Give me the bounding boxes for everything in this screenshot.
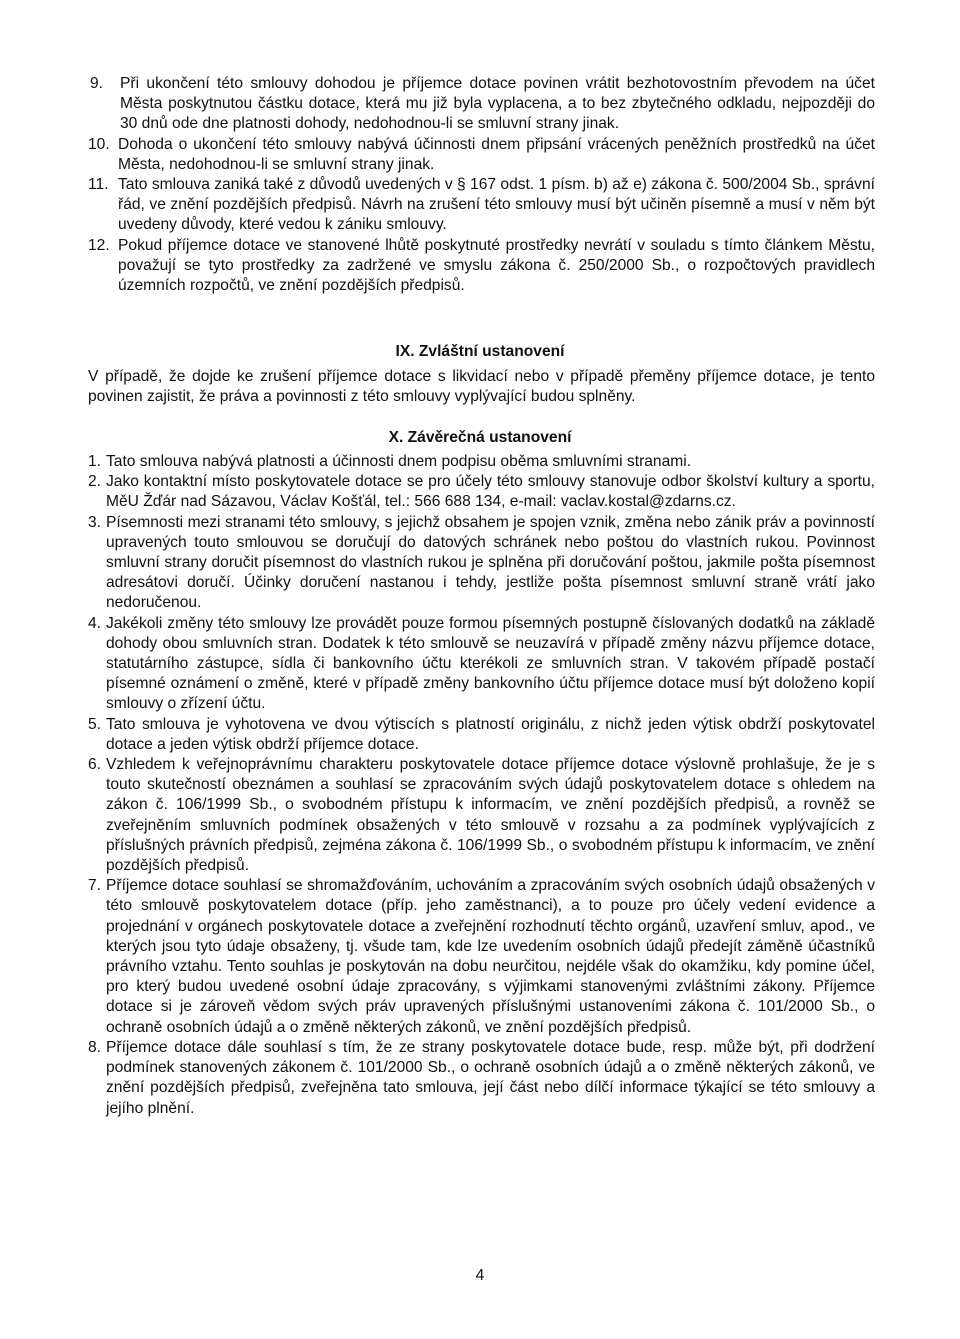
- clause-10: [88, 135, 875, 175]
- clause-number: 12.: [88, 236, 110, 254]
- final-clause-5: [88, 715, 875, 755]
- final-clause-7: [88, 876, 875, 1038]
- clause-text: Tato smlouva zaniká také z důvodů uvedených v § 167 odst. 1 písm. b) až e) zákona č. 500/2004 Sb., správní řád, ve znění pozdějších předpisů. Návrh na zrušení této smlouvy musí být učiněn písemně a musí v něm být uvedeny důvody, které vedou k zániku smlouvy.: [118, 176, 875, 234]
- final-clause-2: [88, 472, 875, 512]
- clause-text: Při ukončení této smlouvy dohodou je příjemce dotace povinen vrátit bezhotovostním převodem na účet Města poskytnutou částku dotace, která mu již byla vyplacena, a to bez zbytečného odkladu, nejpozději do 30 dnů ode dne platnosti dohody, nedohodnou-li se smluvní strany jinak.: [120, 75, 875, 133]
- clause-number: 2.: [88, 473, 102, 491]
- clause-number: 1.: [88, 453, 102, 470]
- clause-number: 6.: [88, 756, 102, 774]
- final-clause-4: [88, 614, 875, 715]
- clause-11: [88, 175, 875, 236]
- section-ix-text: V případě, že dojde ke zrušení příjemce dotace s likvidací nebo v případě přeměny příjemce dotace, je tento povinen zajistit, že práva a povinnosti z této smlouvy vyplývající budou splněny.: [88, 368, 875, 406]
- section-x-heading: X. Závěrečná ustanovení: [388, 429, 572, 446]
- section-ix-heading: IX. Zvláštní ustanovení: [395, 343, 565, 360]
- clause-text: Vzhledem k veřejnoprávnímu charakteru poskytovatele dotace příjemce dotace výslovně prohlašuje, že je s touto skutečností obeznámen a souhlasí se zpracováním svých údajů poskytovatelem dotace s ohledem na zákon č. 106/1999 Sb., o svobodném přístupu k informacím, ve znění pozdějších předpisů, a rovněž se zveřejněním smluvních podmínek obsažených v této smlouvě v rozsahu a za podmínek vyplývajících z příslušných právních předpisů, zejména zákona č. 106/1999 Sb., o svobodném přístupu k informacím, ve znění pozdějších předpisů.: [106, 756, 875, 875]
- final-clause-6: [88, 755, 875, 876]
- clause-text: Jako kontaktní místo poskytovatele dotace se pro účely této smlouvy stanovuje odbor školství kultury a sportu, MěU Žďár nad Sázavou, Václav Košťál, tel.: 566 688 134, e-mail: vaclav.kostal@zdarns.cz.: [106, 473, 875, 511]
- clause-number: 10.: [88, 135, 110, 153]
- final-clause-8: [88, 1038, 875, 1119]
- clause-text: Tato smlouva nabývá platnosti a účinnosti dnem podpisu oběma smluvními stranami.: [106, 453, 692, 470]
- final-clause-3: [88, 513, 875, 614]
- clause-number: 3.: [88, 513, 102, 531]
- clause-text: Příjemce dotace dále souhlasí s tím, že ze strany poskytovatele dotace bude, resp. může být, při dodržení podmínek stanovených zákonem č. 101/2000 Sb., o ochraně osobních údajů a o změně některých zákonů, ve znění pozdějších předpisů, zveřejněna tato smlouva, její část nebo dílčí informace týkající se této smlouvy a jejího plnění.: [106, 1038, 875, 1117]
- clause-12: [88, 236, 875, 297]
- clause-9: [88, 74, 875, 135]
- clause-text: Pokud příjemce dotace ve stanovené lhůtě poskytnuté prostředky nevrátí v souladu s tímto článkem Městu, považují se tyto prostředky za zadržené ve smyslu zákona č. 250/2000 Sb., o rozpočtových pravidlech územních rozpočtů, ve znění pozdějších předpisů.: [118, 236, 875, 295]
- page-number: 4: [475, 1267, 485, 1284]
- clause-number: 11.: [88, 176, 109, 194]
- section-x-items: [88, 452, 875, 1119]
- clause-text: Tato smlouva je vyhotovena ve dvou výtiscích s platností originálu, z nichž jeden výtisk obdrží poskytovatel dotace a jeden výtisk obdrží příjemce dotace.: [106, 715, 875, 753]
- clause-text: Dohoda o ukončení této smlouvy nabývá účinnosti dnem připsání vrácených peněžních prostředků na účet Města, nedohodnou-li se smluvní strany jinak.: [118, 135, 875, 173]
- clause-text: Příjemce dotace souhlasí se shromažďováním, uchováním a zpracováním svých osobních údajů obsažených v této smlouvě poskytovatelem dotace (příp. jeho zaměstnanci), a to pouze pro účely vedení evidence a projednání v orgánech poskytovatele dotace a zveřejnění rozhodnutí těchto orgánů, uzavření smluv, apod., ve kterých jsou tyto údaje obsaženy, tj. všude tam, kde lze uvedením osobních údajů předejít záměně účastníků právního vztahu. Tento souhlas je poskytován na dobu neurčitou, nejdéle však do okamžiku, kdy pomine účel, pro který budou uvedené osobní údaje zpracovány, s výjimkami stanovenými zvláštními zákony. Příjemce dotace si je zároveň vědom svých práv upravených příslušnými ustanoveními zákona č. 101/2000 Sb., o ochraně osobních údajů a o změně některých zákonů, ve znění pozdějších předpisů.: [106, 877, 875, 1036]
- clause-number: 8.: [88, 1038, 102, 1056]
- clause-number: 7.: [88, 877, 102, 895]
- clause-number: 9.: [90, 75, 104, 92]
- clause-text: Jakékoli změny této smlouvy lze provádět pouze formou písemných postupně číslovaných dodatků na základě dohody obou smluvních stran. Dodatek k této smlouvě se neuzavírá v případě změny názvu příjemce dotace, statutárního zástupce, sídla či bankovního účtu kterékoli ze smluvních stran. V takovém případě postačí písemné oznámení o změně, které v případě změny bankovního účtu příjemce dotace musí být doloženo kopií smlouvy o zřízení účtu.: [106, 614, 875, 713]
- clauses-9-12: [88, 74, 875, 296]
- clause-number: 5.: [88, 715, 102, 733]
- clause-text: Písemnosti mezi stranami této smlouvy, s jejichž obsahem je spojen vznik, změna nebo zánik práv a povinností upravených touto smlouvou se doručují do datových schránek nebo poštou do vlastních rukou. Povinnost smluvní strany doručit písemnost do vlastních rukou je splněna při doručování poštou, jakmile pošta písemnost adresátovi doručí. Účinky doručení nastanou i tehdy, jestliže pošta písemnost smluvní straně vrátí jako nedoručenou.: [106, 513, 875, 612]
- clause-number: 4.: [88, 614, 102, 632]
- final-clause-1: [88, 452, 875, 472]
